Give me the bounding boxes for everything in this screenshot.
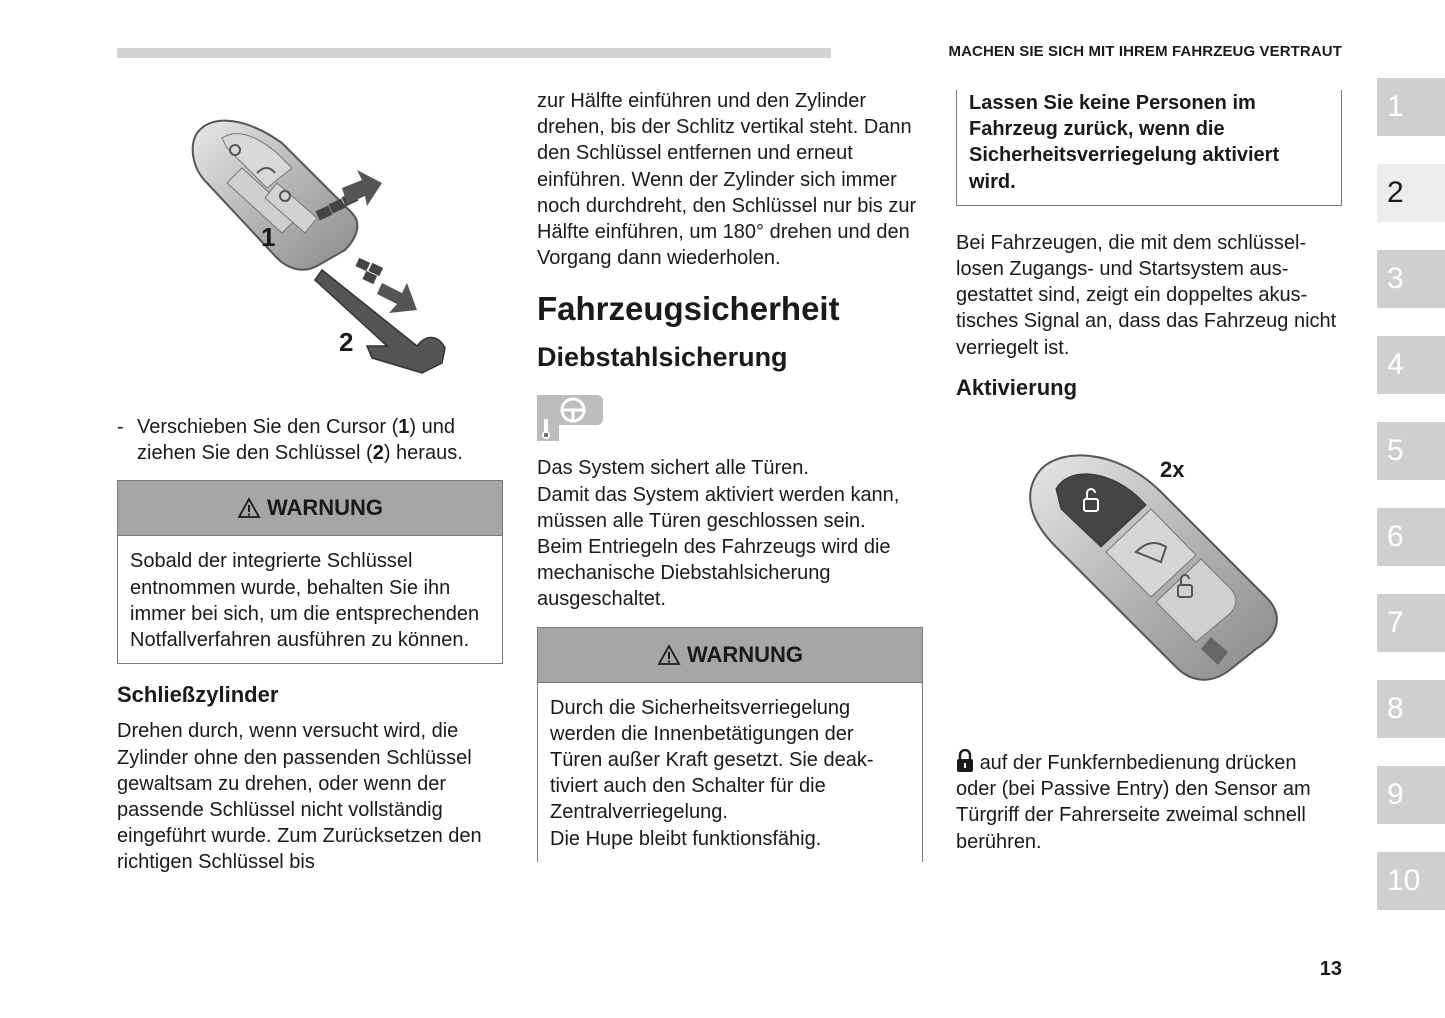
bullet-text: Verschieben Sie den Cursor (1) und ziehen Sie den Schlüssel (2) heraus.	[137, 416, 463, 465]
system-line-3: Beim Entriegeln des Fahrzeugs wird die mechanische Diebstahlsicherung ausgeschaltet.	[537, 536, 891, 611]
keyless-paragraph: Bei Fahrzeugen, die mit dem schlüssellosen Zugangs- und Startsystem ausgestattet sind, zeigt ein doppeltes akustisches Signal an, dass das Fahrzeug nicht verriegelt ist.	[956, 231, 1337, 359]
tab-chapter-3[interactable]: 3	[1377, 250, 1445, 308]
key-fob-lock-illustration	[956, 437, 1342, 737]
warning-header-2	[538, 628, 922, 683]
warning-title-2: WARNUNG	[686, 641, 804, 667]
section-text: Drehen durch, wenn versucht wird, die Zylinder ohne den passenden Schlüssel gewaltsam zu drehen, oder wenn der passende Schlüssel nicht vollständig eingeführt wurde. Zum Zurücksetzen den richtigen Schlüssel bis	[117, 720, 482, 874]
section-title: Schließzylinder	[117, 682, 279, 708]
warning-title: WARNUNG	[266, 495, 384, 521]
column-1	[117, 88, 503, 876]
heading: Fahrzeugsicherheit	[537, 290, 840, 328]
warning-text-2: Durch die Sicherheitsverriegelung werden die Innenbetätigungen der Türen außer Kraft gesetzt. Sie deaktiviert auch den Schalter für die Zentralverriegelung. Die Hupe bleibt funktionsfähig.	[550, 696, 874, 850]
bullet-dash: -	[117, 416, 124, 438]
callout-2: 2	[339, 327, 354, 357]
warning-text: Sobald der integrierte Schlüssel entnommen wurde, behalten Sie ihn immer bei sich, um die entsprechenden Notfallverfahren ausführen zu können.	[130, 550, 480, 652]
tab-chapter-8[interactable]: 8	[1377, 680, 1445, 738]
tab-chapter-9[interactable]: 9	[1377, 766, 1445, 824]
tab-chapter-10[interactable]: 10	[1377, 852, 1445, 910]
warning-triangle-icon	[237, 497, 261, 519]
activation-text: auf der Funkfernbedienung drücken oder (bei Passive Entry) den Sensor am Türgriff der Fahrerseite zweimal schnell berühren.	[956, 749, 1342, 855]
tab-chapter-7[interactable]: 7	[1377, 594, 1445, 652]
lock-icon	[956, 749, 974, 773]
key-removal-illustration	[117, 88, 503, 398]
subheading: Diebstahlsicherung	[537, 342, 788, 373]
chapter-title: MACHEN SIE SICH MIT IHREM FAHRZEUG VERTRAUT	[948, 43, 1342, 60]
tab-chapter-1[interactable]: 1	[1377, 78, 1445, 136]
column-2	[537, 88, 923, 862]
system-line-1: Das System sichert alle Türen.	[537, 457, 809, 480]
system-line-2: Damit das System aktiviert werden kann, müssen alle Türen geschlossen sein.	[537, 483, 900, 532]
warning-continuation: Lassen Sie keine Personen im Fahrzeug zurück, wenn die Sicherheitsverriegelung aktiviert wird.	[956, 90, 1342, 206]
warning-box-2	[537, 627, 923, 862]
activation-title: Aktivierung	[956, 374, 1078, 400]
tab-chapter-4[interactable]: 4	[1377, 336, 1445, 394]
column-3	[956, 88, 1342, 855]
callout-1: 1	[261, 222, 276, 252]
continued-text: zur Hälfte einführen und den Zylinder drehen, bis der Schlitz vertikal steht. Dann den Schlüssel entfernen und erneut einführen. Wenn der Zylinder sich immer noch durchdreht, den Schlüssel nur bis zur Hälfte einführen, um 180° drehen und den Vorgang dann wiederholen.	[537, 90, 917, 270]
key-fob-illustration	[117, 88, 503, 398]
header-rule	[117, 48, 831, 58]
press-count-label: 2x	[1160, 457, 1185, 483]
warning-box	[117, 480, 503, 664]
instruction-bullet	[117, 414, 503, 466]
warning-header	[118, 481, 502, 536]
warning-triangle-icon	[657, 644, 681, 666]
tab-chapter-5[interactable]: 5	[1377, 422, 1445, 480]
immobilizer-icon	[537, 393, 923, 443]
page-number: 13	[1319, 958, 1342, 980]
tab-chapter-6[interactable]: 6	[1377, 508, 1445, 566]
key-fob-icon	[956, 437, 1342, 737]
tab-chapter-2[interactable]: 2	[1377, 164, 1445, 222]
